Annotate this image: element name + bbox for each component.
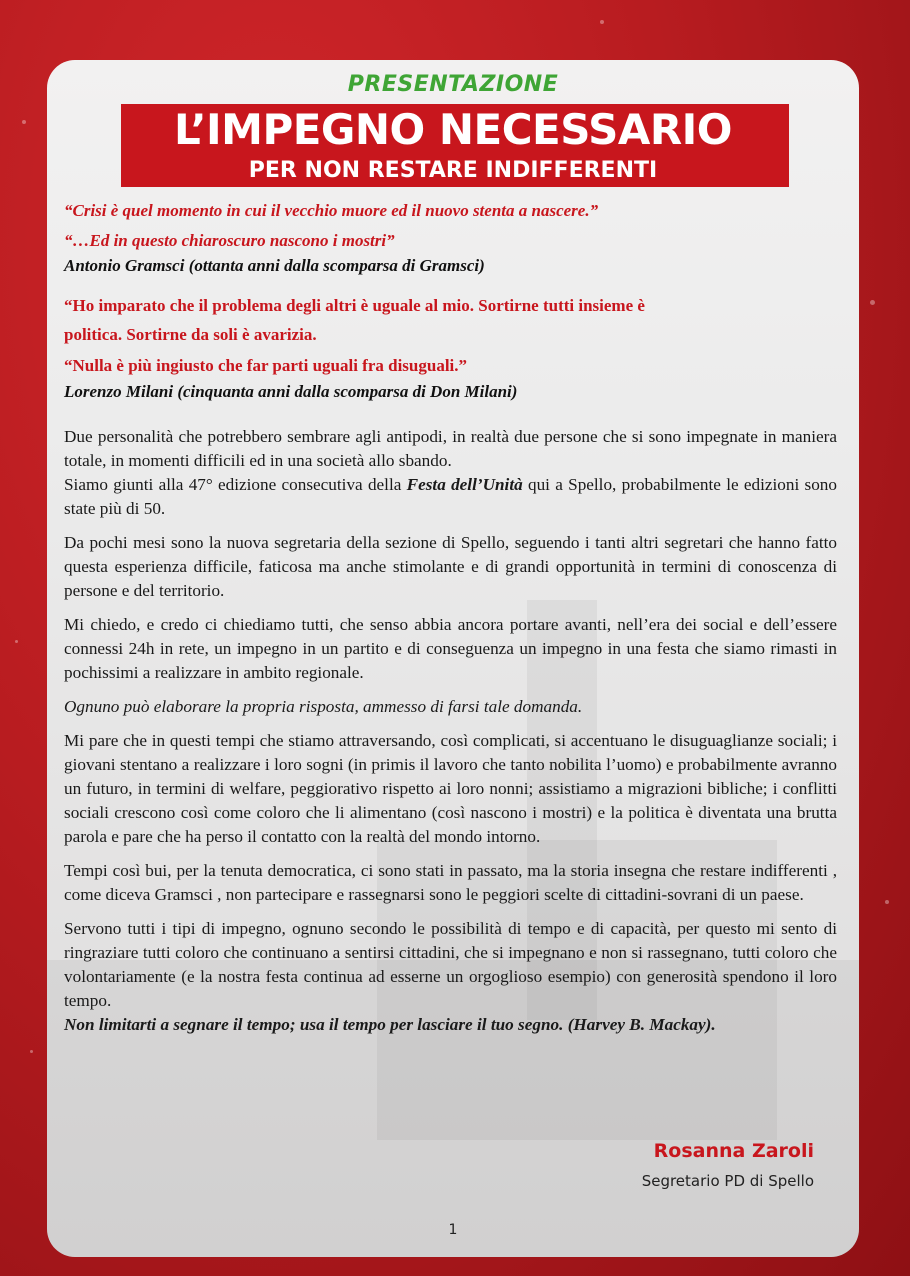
sparkle bbox=[15, 640, 18, 643]
page-title: L’IMPEGNO NECESSARIO bbox=[173, 105, 733, 154]
content-panel bbox=[47, 60, 859, 1257]
sparkle bbox=[870, 300, 875, 305]
paragraph: Due personalità che potrebbero sembrare agli antipodi, in realtà due persone che si sono impegnate in maniera totale, in momenti difficili ed in una società allo sbando. bbox=[64, 427, 837, 470]
sparkle bbox=[600, 20, 604, 24]
paragraph bbox=[64, 473, 837, 521]
quote-attribution-gramsci: Antonio Gramsci (ottanta anni dalla scomparsa di Gramsci) bbox=[64, 256, 485, 275]
page-subtitle: PER NON RESTARE INDIFFERENTI bbox=[248, 158, 658, 183]
paragraph: Da pochi mesi sono la nuova segretaria della sezione di Spello, seguendo i tanti altri segretari che hanno fatto questa esperienza difficile, faticosa ma anche stimolante e di grandi opportunità in termini di conoscenza di persone e del territorio. bbox=[64, 533, 837, 600]
paragraph: Mi chiedo, e credo ci chiediamo tutti, che senso abbia ancora portare avanti, nell’era dei social e dell’essere connessi 24h in rete, un impegno in un partito e di conseguenza un impegno in una festa che siamo rimasti in pochissimi a realizzare in ambito regionale. bbox=[64, 615, 837, 682]
paragraph: Tempi così bui, per la tenuta democratica, ci sono stati in passato, ma la storia insegna che restare indifferenti , come diceva Gramsci , non partecipare e rassegnarsi sono le peggiori scelte di cittadini-sovrani di un paese. bbox=[64, 861, 837, 904]
article-content bbox=[64, 199, 837, 1037]
quote-milani-2: “Nulla è più ingiusto che far parti uguali fra disuguali.” bbox=[64, 356, 468, 375]
sparkle bbox=[30, 1050, 33, 1053]
paragraph: Ognuno può elaborare la propria risposta, ammesso di farsi tale domanda. bbox=[64, 697, 583, 716]
paragraph-text: Siamo giunti alla 47° edizione consecutiva della bbox=[64, 475, 407, 494]
paragraph: Mi pare che in questi tempi che stiamo attraversando, così complicati, si accentuano le disuguaglianze sociali; i giovani stentano a realizzare i loro sogni (in primis il lavoro che tanto nobilita l’uomo) e probabilmente avranno un futuro, in termini di welfare, peggiorativo rispetto ai loro nonni; assistiamo a migrazioni bibliche; i conflitti sociali crescono così come coloro che li alimentano (così nascono i mostri) e la politica è diventata una brutta parola e pare che ha perso il contatto con la realtà del mondo intorno. bbox=[64, 731, 837, 846]
closing-quote: Non limitarti a segnare il tempo; usa il tempo per lasciare il tuo segno. (Harvey B. Mackay). bbox=[64, 1015, 716, 1034]
signature-name: Rosanna Zaroli bbox=[653, 1140, 814, 1162]
quote-attribution-milani: Lorenzo Milani (cinquanta anni dalla scomparsa di Don Milani) bbox=[64, 382, 518, 401]
festa-name: Festa dell’Unità bbox=[406, 475, 523, 494]
paragraph: Servono tutti i tipi di impegno, ognuno secondo le possibilità di tempo e di capacità, per questo mi sento di ringraziare tutti coloro che continuano a sentirsi cittadini, che si impegnano e non si rassegnano, tutti coloro che volontariamente (e la nostra festa continua ad esserne un orgoglioso esempio) con generosità spendono il loro tempo. bbox=[64, 919, 837, 1010]
section-kicker: PRESENTAZIONE bbox=[347, 72, 559, 97]
quote-gramsci-2: “…Ed in questo chiaroscuro nascono i mostri” bbox=[64, 231, 395, 250]
sparkle bbox=[885, 900, 889, 904]
quote-milani-1a: “Ho imparato che il problema degli altri è uguale al mio. Sortirne tutti insieme è bbox=[64, 296, 645, 315]
article-body bbox=[64, 425, 837, 1037]
sparkle bbox=[22, 120, 26, 124]
signature-role: Segretario PD di Spello bbox=[641, 1172, 814, 1190]
page-number: 1 bbox=[448, 1222, 458, 1238]
quote-gramsci-1: “Crisi è quel momento in cui il vecchio muore ed il nuovo stenta a nascere.” bbox=[64, 201, 599, 220]
quote-milani-1b: politica. Sortirne da soli è avarizia. bbox=[64, 325, 317, 344]
paragraph-text: qui a Spello, probabilmente le edizioni sono state più di 50. bbox=[64, 475, 837, 518]
signature bbox=[642, 1138, 814, 1194]
